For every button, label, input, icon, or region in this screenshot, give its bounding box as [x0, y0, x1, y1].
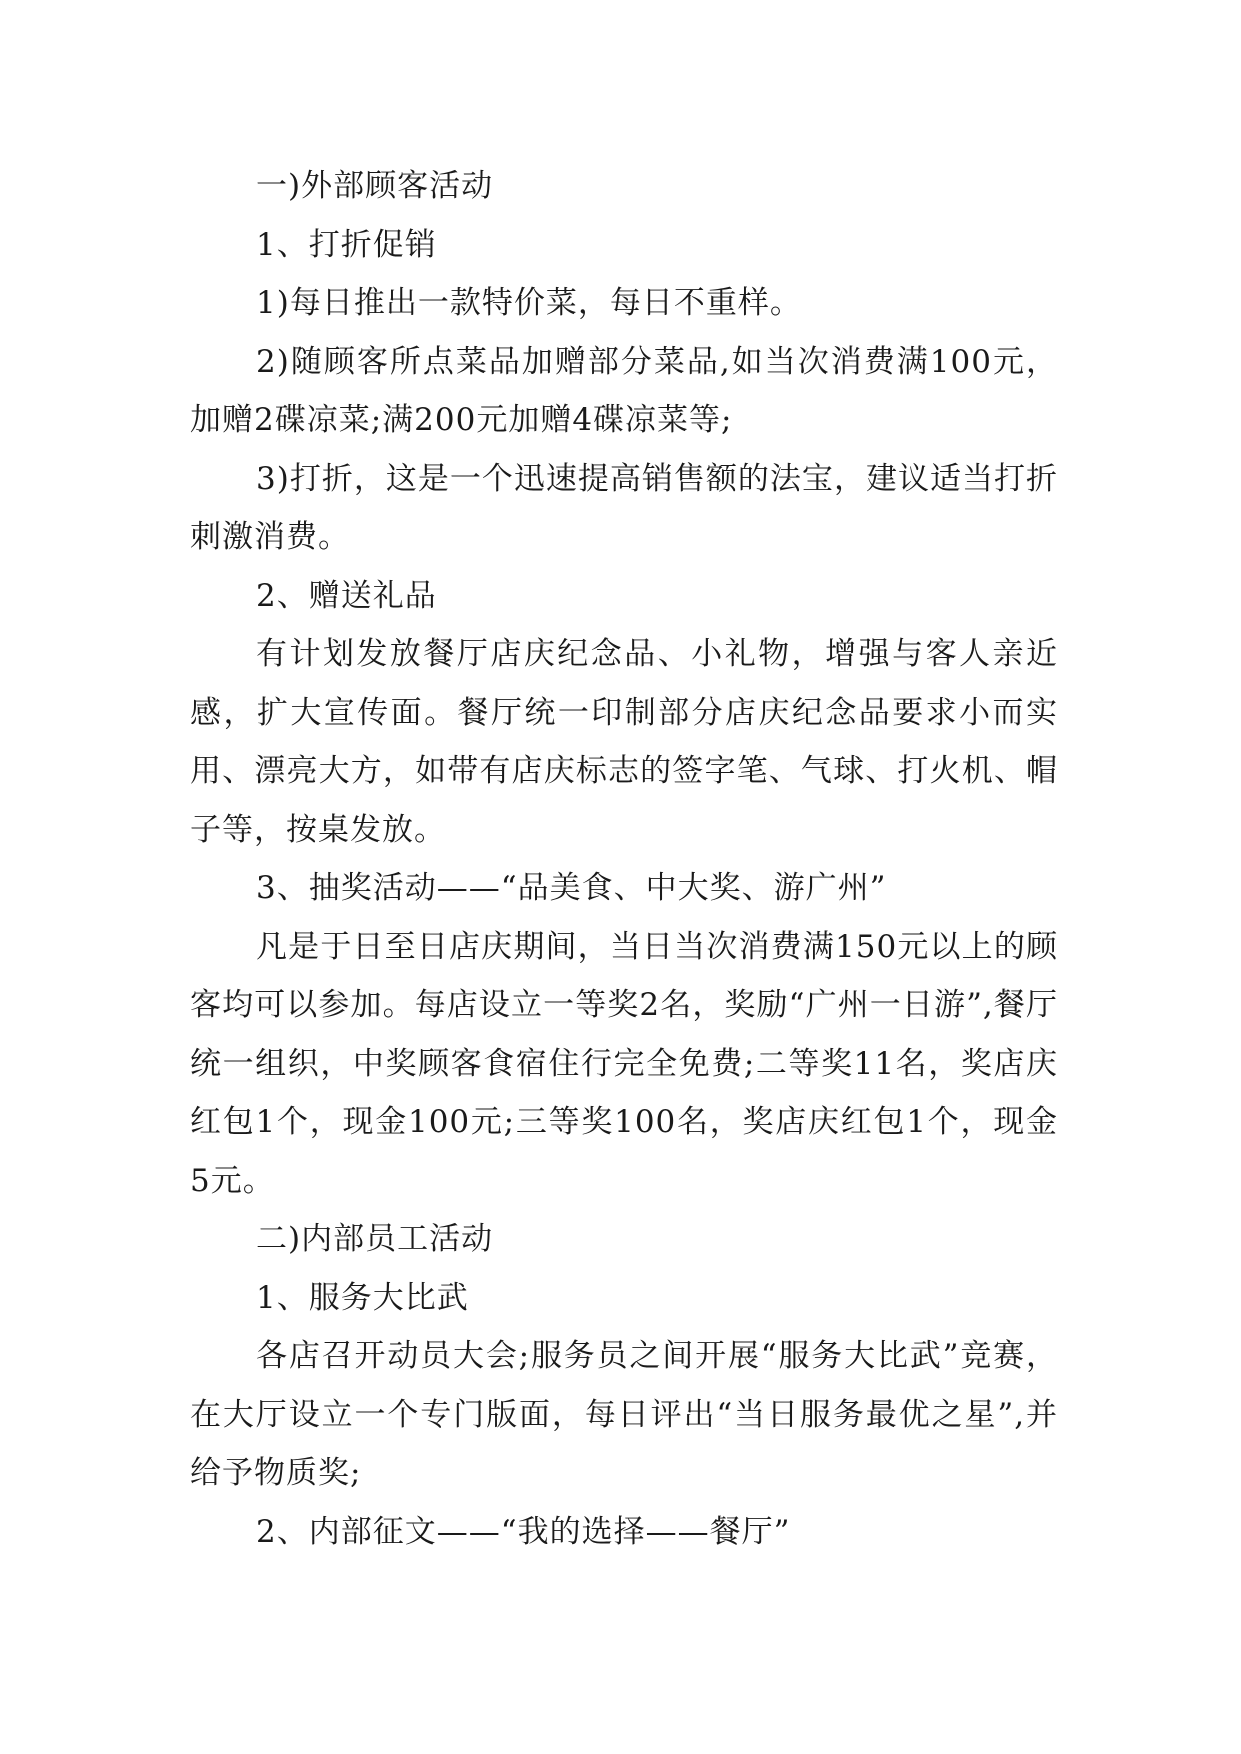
body-paragraph: 有计划发放餐厅店庆纪念品、小礼物，增强与客人亲近感，扩大宣传面。餐厅统一印制部分店庆纪念品要求小而实用、漂亮大方，如带有店庆标志的签字笔、气球、打火机、帽子等，按桌发放。 [190, 636, 1058, 848]
subheading-lottery: 3、抽奖活动——“品美食、中大奖、游广州” [256, 870, 887, 906]
subheading-discount-promotion: 1、打折促销 [256, 226, 437, 263]
section-heading-internal-activities: 二)内部员工活动 [256, 1221, 494, 1257]
list-item: 1)每日推出一款特价菜，每日不重样。 [256, 285, 802, 321]
subheading-service-contest: 1、服务大比武 [256, 1279, 469, 1316]
section-heading-external-activities: 一)外部顾客活动 [256, 168, 494, 204]
list-item: 3)打折，这是一个迅速提高销售额的法宝，建议适当打折刺激消费。 [190, 460, 1058, 555]
subheading-essay-contest: 2、内部征文——“我的选择——餐厅” [256, 1513, 791, 1550]
body-paragraph: 各店召开动员大会;服务员之间开展“服务大比武”竞赛，在大厅设立一个专门版面，每日评出“当日服务最优之星”,并给予物质奖; [190, 1338, 1058, 1491]
subheading-gifts: 2、赠送礼品 [256, 577, 437, 614]
list-item: 2)随顾客所点菜品加赠部分菜品,如当次消费满100元，加赠2碟凉菜;满200元加赠4碟凉菜等; [190, 343, 1058, 438]
document-body [190, 157, 1058, 1561]
body-paragraph: 凡是于日至日店庆期间，当日当次消费满150元以上的顾客均可以参加。每店设立一等奖2名，奖励“广州一日游”,餐厅统一组织，中奖顾客食宿住行完全免费;二等奖11名，奖店庆红包1个，现金100元;三等奖100名，奖店庆红包1个，现金5元。 [190, 928, 1058, 1199]
